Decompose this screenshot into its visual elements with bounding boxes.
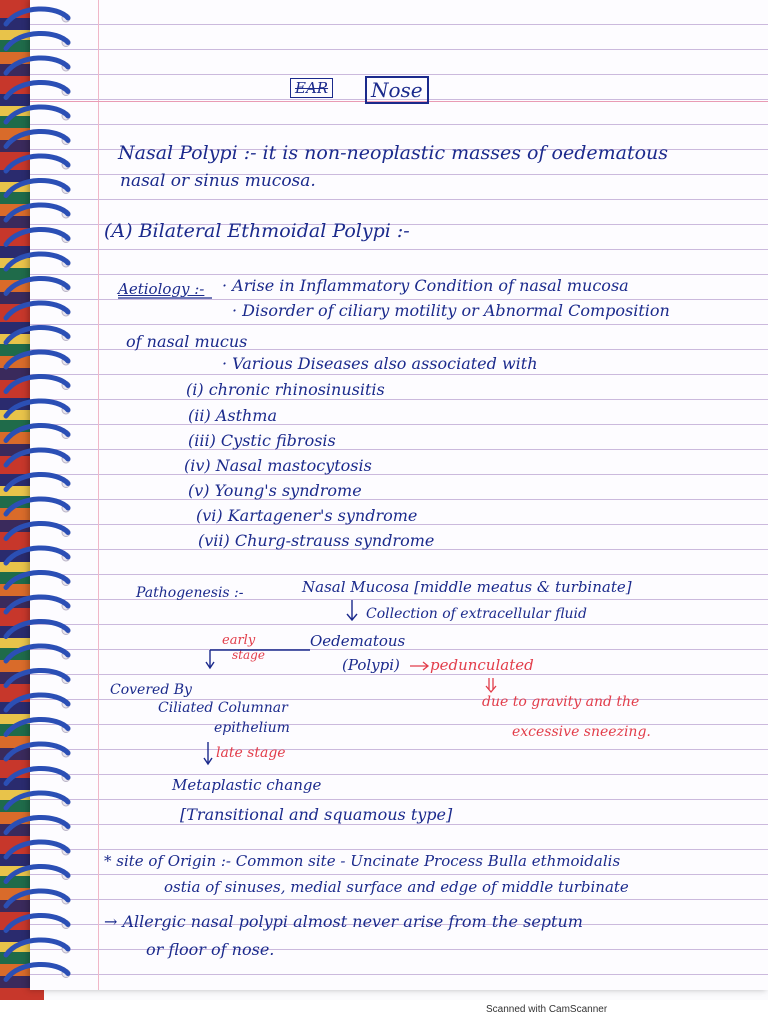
epithelium-label: epithelium: [214, 720, 290, 736]
covered-by-label: Covered By: [110, 682, 192, 698]
site-line-1: * site of Origin :- Common site - Uncinate Process Bulla ethmoidalis: [104, 852, 621, 870]
definition-line-1: Nasal Polypi :- it is non-neoplastic masses of oedematous: [118, 142, 669, 164]
pathogenesis-mucosa: Nasal Mucosa [middle meatus & turbinate]: [302, 578, 632, 596]
aetiology-label: Aetiology :-: [118, 280, 205, 298]
disease-item: (iii) Cystic fibrosis: [188, 431, 336, 450]
disease-item: (vi) Kartagener's syndrome: [196, 506, 418, 525]
polypi-label: (Polypi): [342, 656, 400, 674]
disease-item: (vii) Churg-strauss syndrome: [198, 531, 435, 550]
late-stage-label: late stage: [216, 745, 286, 761]
disease-item: (i) chronic rhinosinusitis: [186, 380, 385, 399]
aetiology-line-2: · Disorder of ciliary motility or Abnormal Composition: [232, 301, 670, 320]
disease-item: (ii) Asthma: [188, 406, 278, 425]
pathogenesis-collection: Collection of extracellular fluid: [366, 606, 587, 622]
down-arrow-icon: [347, 600, 357, 620]
aetiology-line-3: of nasal mucus: [126, 332, 248, 351]
ciliated-label: Ciliated Columnar: [158, 700, 288, 716]
types-label: [Transitional and squamous type]: [180, 805, 453, 824]
pathogenesis-label: Pathogenesis :-: [136, 585, 244, 601]
gravity-label: due to gravity and the: [482, 694, 640, 710]
scanner-footer: [0, 1000, 768, 1024]
down-arrow-icon: [204, 742, 212, 764]
early-stage-label: early: [222, 633, 256, 648]
site-line-2: ostia of sinuses, medial surface and edge of middle turbinate: [164, 878, 629, 896]
site-line-3: → Allergic nasal polypi almost never arise from the septum: [104, 912, 583, 931]
sneezing-label: excessive sneezing.: [512, 724, 651, 740]
branch-arrow-icon: [206, 650, 310, 668]
disease-item: (iv) Nasal mastocytosis: [184, 456, 372, 475]
site-line-4: or floor of nose.: [146, 940, 275, 959]
aetiology-line-4: · Various Diseases also associated with: [222, 354, 538, 373]
pedunculated-label: pedunculated: [430, 656, 534, 674]
early-stage-label-2: stage: [232, 648, 265, 662]
scanner-watermark: Scanned with CamScanner: [486, 1004, 608, 1015]
section-a-heading: (A) Bilateral Ethmoidal Polypi :-: [104, 220, 410, 242]
double-down-arrow-icon: [486, 678, 496, 692]
disease-item: (v) Young's syndrome: [188, 481, 362, 500]
aetiology-line-1: · Arise in Inflammatory Condition of nasal mucosa: [222, 276, 629, 295]
heading-ear: EAR: [290, 78, 333, 98]
right-arrow-icon: [410, 662, 428, 670]
definition-line-2: nasal or sinus mucosa.: [120, 171, 316, 191]
oedematous-label: Oedematous: [310, 632, 406, 650]
metaplastic-label: Metaplastic change: [172, 776, 322, 794]
heading-nose: Nose: [365, 76, 429, 104]
